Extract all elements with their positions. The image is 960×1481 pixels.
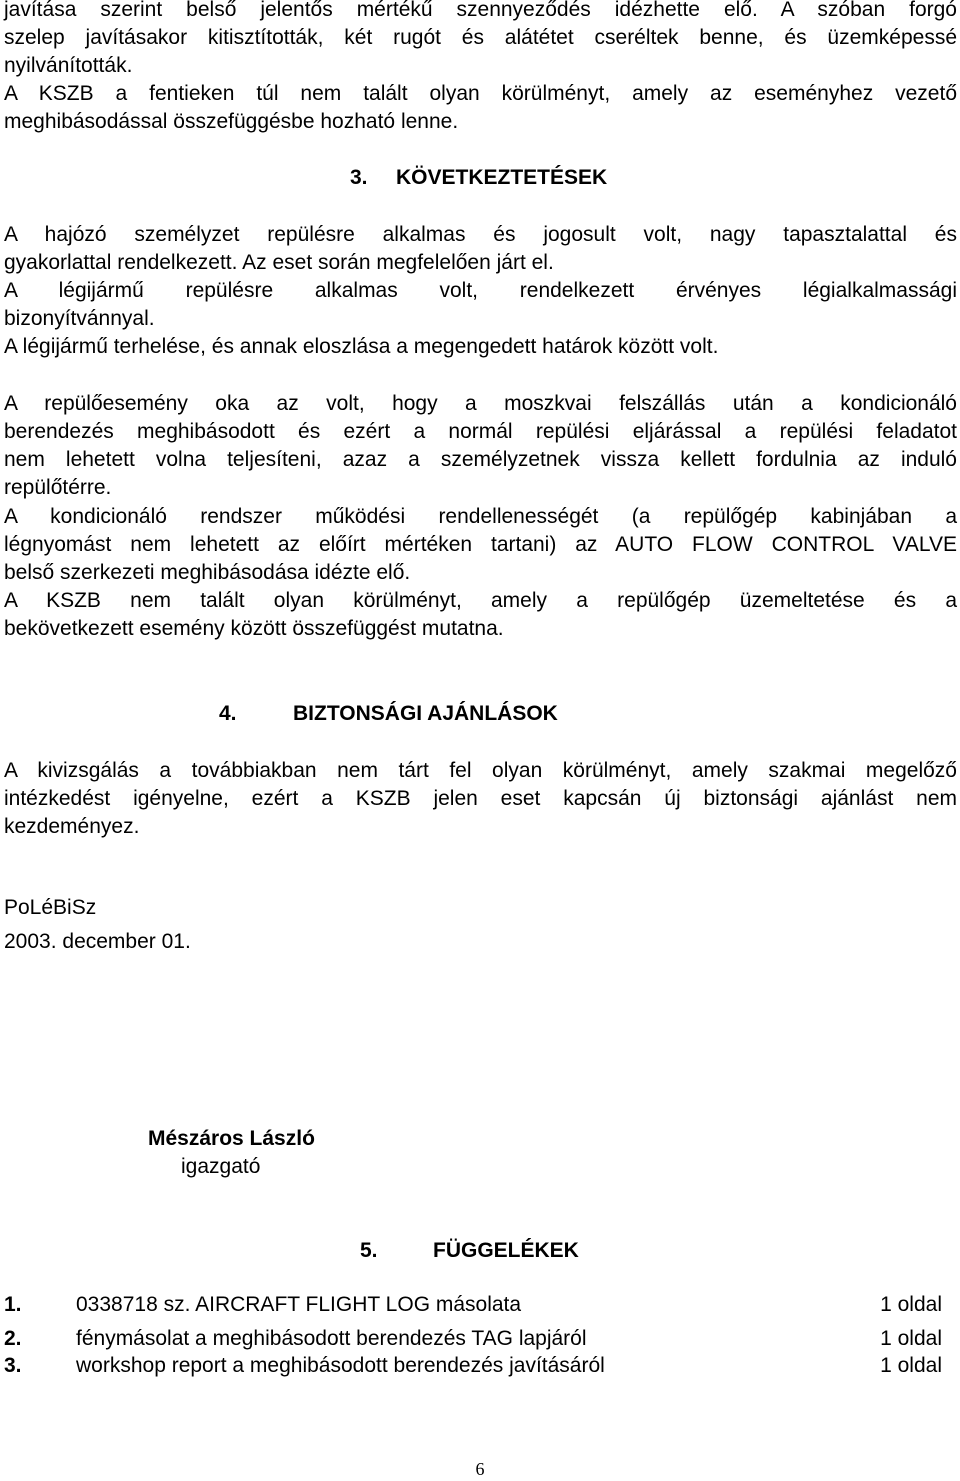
- continuation-line: nyilvánították.: [4, 54, 133, 77]
- cause-line: berendezés meghibásodott és ezért a normál repülési eljárással a repülési feladatot: [4, 420, 957, 443]
- appendix-item: [4, 1352, 942, 1380]
- appendix-pages: 1 oldal: [880, 1354, 942, 1377]
- conclusion-line: A hajózó személyzet repülésre alkalmas és jogosult volt, nagy tapasztalattal és: [4, 223, 957, 246]
- organization: PoLéBiSz: [4, 896, 97, 919]
- continuation-line: A KSZB a fentieken túl nem talált olyan körülményt, amely az eseményhez vezető: [4, 82, 957, 105]
- appendix-pages: 1 oldal: [880, 1293, 942, 1316]
- section-4-heading: [219, 700, 558, 728]
- cause-line: A repülőesemény oka az volt, hogy a moszkvai felszállás után a kondicionáló: [4, 392, 957, 415]
- recommendation-line: intézkedést igényelne, ezért a KSZB jelen eset kapcsán új biztonsági ajánlást nem: [4, 787, 957, 810]
- section-number: 3.: [350, 166, 368, 189]
- conclusion-line: gyakorlattal rendelkezett. Az eset során megfelelően járt el.: [4, 251, 554, 274]
- section-title: FÜGGELÉKEK: [433, 1239, 579, 1262]
- cause-line: repülőtérre.: [4, 476, 112, 499]
- appendix-pages: 1 oldal: [880, 1327, 942, 1350]
- page-number: 6: [475, 1459, 485, 1479]
- conclusion-line: A légijármű repülésre alkalmas volt, rendelkezett érvényes légialkalmassági: [4, 279, 957, 302]
- section-title: KÖVETKEZTETÉSEK: [396, 166, 608, 189]
- appendix-item: [4, 1325, 942, 1353]
- continuation-line: szelep javításakor kitisztították, két rugót és alátétet cseréltek benne, és üzemképessé: [4, 26, 957, 49]
- conclusion-line: A légijármű terhelése, és annak eloszlása a megengedett határok között volt.: [4, 335, 719, 358]
- appendix-title: 0338718 sz. AIRCRAFT FLIGHT LOG másolata: [76, 1293, 522, 1316]
- appendix-number: 3.: [4, 1354, 22, 1377]
- section-number: 5.: [360, 1239, 378, 1262]
- continuation-line: javítása szerint belső jelentős mértékű szennyeződés idézhette elő. A szóban forgó: [4, 0, 957, 21]
- appendix-title: workshop report a meghibásodott berendezés javításáról: [76, 1354, 605, 1377]
- document-date: 2003. december 01.: [4, 930, 191, 953]
- continuation-line: meghibásodással összefüggésbe hozható lenne.: [4, 110, 459, 133]
- signatory-name: Mészáros László: [148, 1127, 315, 1150]
- appendix-number: 1.: [4, 1293, 22, 1316]
- section-title: BIZTONSÁGI AJÁNLÁSOK: [293, 702, 558, 725]
- appendix-number: 2.: [4, 1327, 22, 1350]
- section-number: 4.: [219, 702, 237, 725]
- cause-line: A kondicionáló rendszer működési rendellenességét (a repülőgép kabinjában a: [4, 505, 957, 528]
- recommendation-line: kezdeményez.: [4, 815, 140, 838]
- appendix-item: [4, 1291, 942, 1319]
- section-5-heading: [360, 1237, 579, 1265]
- cause-line: nem lehetett volna teljesíteni, azaz a személyzetnek vissza kellett fordulnia az induló: [4, 448, 957, 471]
- cause-line: bekövetkezett esemény között összefüggést mutatna.: [4, 617, 504, 640]
- appendix-title: fénymásolat a meghibásodott berendezés TAG lapjáról: [76, 1327, 587, 1350]
- cause-line: légnyomást nem lehetett az előírt mértéken tartani) az AUTO FLOW CONTROL VALVE: [4, 533, 957, 556]
- conclusion-line: bizonyítvánnyal.: [4, 307, 155, 330]
- cause-line: belső szerkezeti meghibásodása idézte elő.: [4, 561, 411, 584]
- cause-line: A KSZB nem talált olyan körülményt, amely a repülőgép üzemeltetése és a: [4, 589, 957, 612]
- recommendation-line: A kivizsgálás a továbbiakban nem tárt fel olyan körülményt, amely szakmai megelőző: [4, 759, 957, 782]
- signatory-title: igazgató: [181, 1155, 261, 1178]
- section-3-heading: [350, 164, 607, 192]
